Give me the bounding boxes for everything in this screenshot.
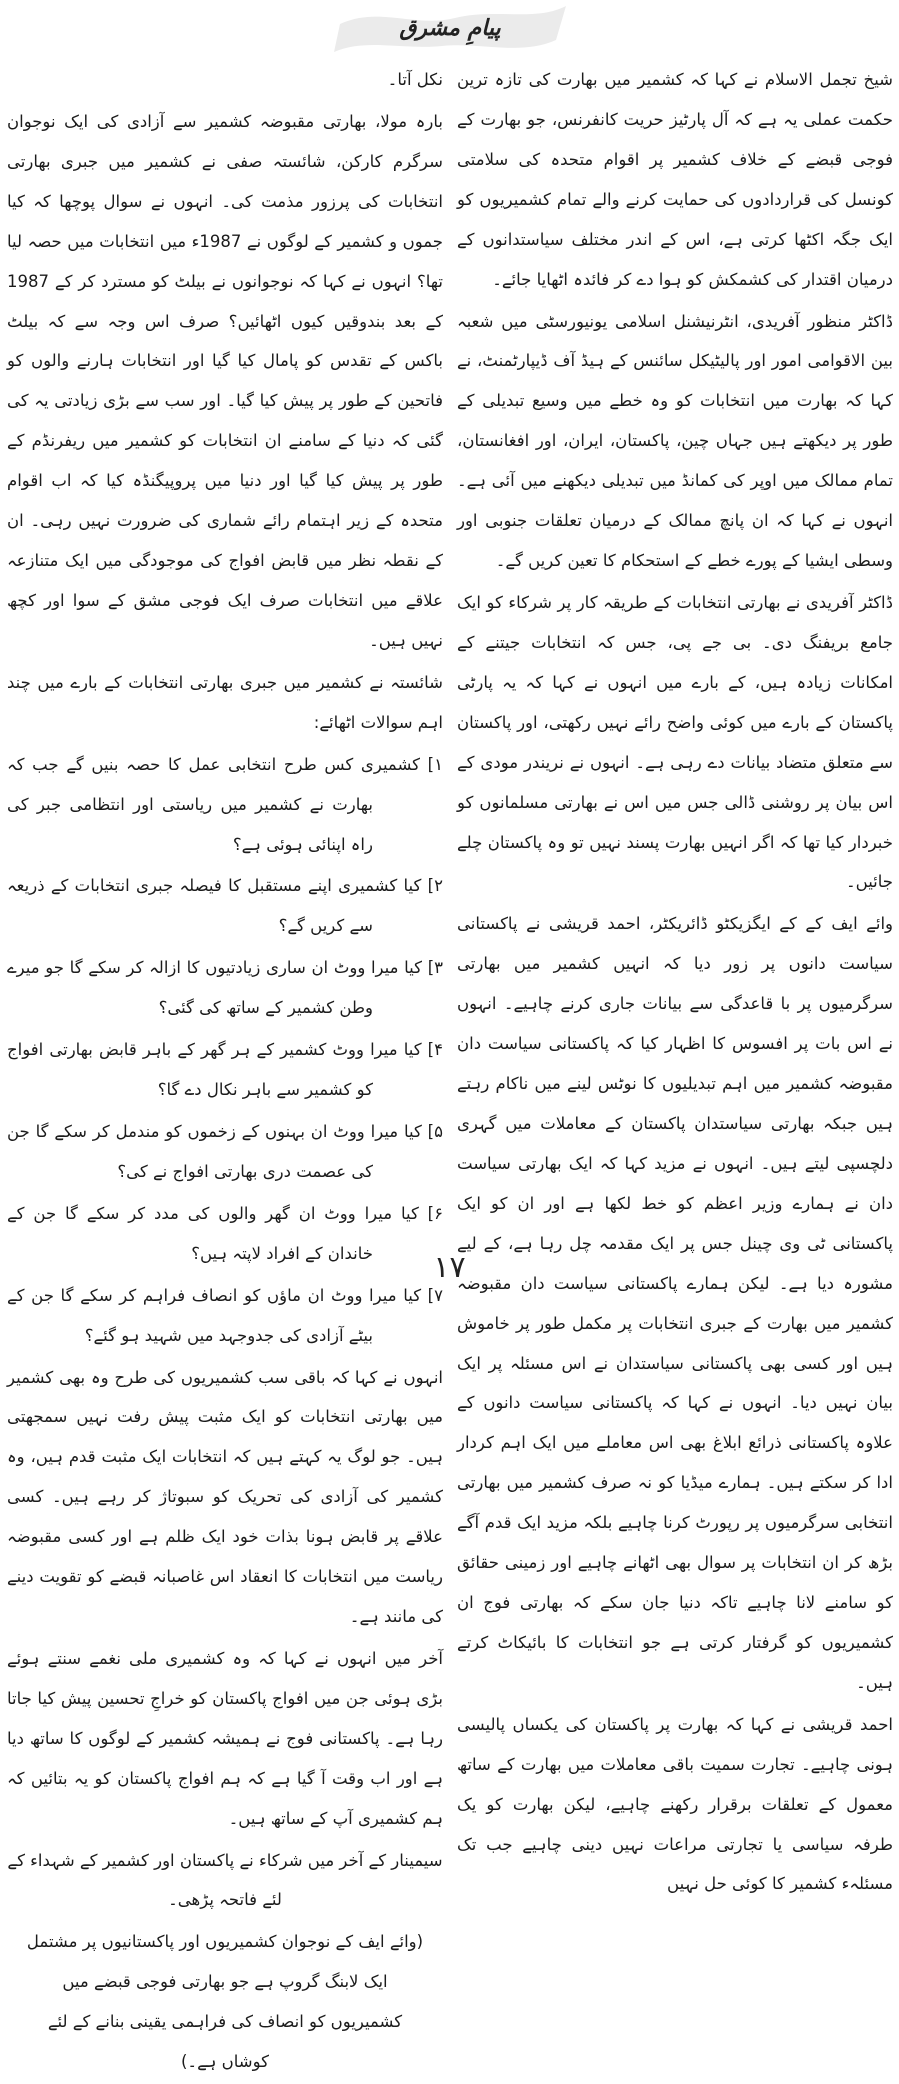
paragraph: بارہ مولا، بھارتی مقبوضہ کشمیر سے آزادی کی ایک نوجوان سرگرم کارکن، شائستہ صفی نے کشمیر میں جبری بھارتی انتخابات کی پرزور مذمت کی۔ انہوں نے سوال پوچھا کہ کیا جموں و کشمیر کے لوگوں نے 1987ء میں انتخابات میں حصہ لیا تھا؟ انہوں نے کہا کہ نوجوانوں نے بیلٹ کو مسترد کر کے 1987 کے بعد بندوقیں کیوں اٹھائیں؟ صرف اس وجہ سے کہ بیلٹ باکس کے تقدس کو پامال کیا گیا اور انتخابات ہارنے والوں کو فاتحین کے طور پر پیش کیا گیا۔ اور سب سے بڑی زیادتی یہ کی گئی کہ دنیا کے سامنے ان انتخابات کو کشمیر میں ریفرنڈم کے طور پر پیش کیا گیا اور دنیا میں پروپیگنڈہ کیا کہ اب اقوام متحدہ کے زیر اہتمام رائے شماری کی ضرورت نہیں رہی۔ ان کے نقطہ نظر میں قابض افواج کی موجودگی میں ایک متنازعہ علاقے میں انتخابات صرف ایک فوجی مشق کے سوا اور کچھ نہیں ہیں۔ <box>7 111 443 650</box>
paragraph: انہوں نے کہا کہ باقی سب کشمیریوں کی طرح وہ بھی کشمیر میں بھارتی انتخابات کو ایک مثبت پیش رفت نہیں سمجھتی ہیں۔ جو لوگ یہ کہتے ہیں کہ انتخابات ایک مثبت قدم ہیں، وہ کشمیر کی آزادی کی تحریک کو سبوتاژ کر رہے ہیں۔ کسی علاقے پر قابض ہونا بذات خود ایک ظلم ہے اور کسی مقبوضہ ریاست میں انتخابات کا انعقاد اس غاصبانہ قبضے کو تقویت دینے کی مانند ہے۔ <box>7 1367 443 1627</box>
paragraph: احمد قریشی نے کہا کہ بھارت پر پاکستان کی یکساں پالیسی ہونی چاہیے۔ تجارت سمیت باقی معاملات میں بھارت کے ساتھ معمول کے تعلقات برقرار رکھنے چاہیے، لیکن بھارت کو یک طرفہ سیاسی یا تجارتی مراعات نہیں دینی چاہیے جب تک مسئلہء کشمیر کا کوئی حل نہیں <box>457 1714 893 1894</box>
question-item-6: ۶] کیا میرا ووٹ ان گھر والوں کی مدد کر سکے گا جن کے خاندان کے افراد لاپتہ ہیں؟ <box>7 1203 443 1263</box>
question-item-7: ۷] کیا میرا ووٹ ان ماؤں کو انصاف فراہم کر سکے گا جن کے بیٹے آزادی کی جدوجہد میں شہید ہو گئے؟ <box>7 1285 443 1345</box>
page-number: ۱۷ <box>433 1250 466 1285</box>
masthead-banner-icon <box>330 2 570 58</box>
continuation-line: نکل آتا۔ <box>387 70 443 89</box>
paragraph: ڈاکٹر آفریدی نے بھارتی انتخابات کے طریقہ کار پر شرکاء کو ایک جامع بریفنگ دی۔ بی جے پی، جس کہ انتخابات جیتنے کے امکانات زیادہ ہیں، کے بارے میں انہوں نے کہا کہ یہ پارٹی پاکستان کے بارے میں کوئی واضح رائے نہیں رکھتی، اور پاکستان سے متعلق متضاد بیانات دے رہی ہے۔ انہوں نے نریندر مودی کے اس بیان پر روشنی ڈالی جس میں اس نے بھارتی مسلمانوں کو خبردار کیا تھا کہ اگر انہیں بھارت پسند نہیں تو وہ پاکستان چلے جائیں۔ <box>457 592 893 892</box>
question-item-4: ۴] کیا میرا ووٹ کشمیر کے ہر گھر کے باہر قابض بھارتی افواج کو کشمیر سے باہر نکال دے گا؟ <box>7 1040 443 1100</box>
question-item-3: ۳] کیا میرا ووٹ ان ساری زیادتیوں کا ازالہ کر سکے گا جو میرے وطن کشمیر کے ساتھ کی گئی؟ <box>7 958 443 1018</box>
question-item-1: ۱] کشمیری کس طرح انتخابی عمل کا حصہ بنیں گے جب کہ بھارت نے کشمیر میں ریاستی اور انتظامی جبر کی راہ اپنائی ہوئی ہے؟ <box>7 754 443 854</box>
column-left <box>7 60 443 2084</box>
masthead <box>0 2 899 58</box>
editorial-note: (وائے ایف کے نوجوان کشمیریوں اور پاکستانیوں پر مشتمل ایک لابنگ گروپ ہے جو بھارتی فوجی قبضے میں کشمیریوں کو انصاف کی فراہمی یقینی بنانے کے لئے کوشاں ہے۔) <box>26 1932 424 2072</box>
question-item-5: ۵] کیا میرا ووٹ ان بہنوں کے زخموں کو مندمل کر سکے گا جن کی عصمت دری بھارتی افواج نے کی؟ <box>7 1121 443 1181</box>
page-footer <box>0 1250 899 1285</box>
questions-intro: شائستہ نے کشمیر میں جبری بھارتی انتخابات کے بارے میں چند اہم سوالات اٹھائے: <box>7 672 443 732</box>
paragraph: شیخ تجمل الاسلام نے کہا کہ کشمیر میں بھارت کی تازہ ترین حکمت عملی یہ ہے کہ آل پارٹیز حریت کانفرنس، جو بھارت کے فوجی قبضے کے خلاف کشمیر پر اقوام متحدہ کی سلامتی کونسل کی قراردادوں کی حمایت کرنے والے تمام کشمیریوں کو ایک جگہ اکٹھا کرتی ہے، اس کے اندر مختلف سیاستدانوں کے درمیان اقتدار کی کشمکش کو ہوا دے کر فائدہ اٹھایا جائے۔ <box>457 70 893 289</box>
paragraph: ڈاکٹر منظور آفریدی، انٹرنیشنل اسلامی یونیورسٹی میں شعبہ بین الاقوامی امور اور پالیٹیکل سائنس کے ہیڈ آف ڈیپارٹمنٹ، نے کہا کہ بھارت میں انتخابات کو وہ خطے میں وسیع تبدیلی کے طور پر دیکھتے ہیں جہاں چین، پاکستان، ایران، اور افغانستان، تمام ممالک میں اوپر کی کمانڈ میں تبدیلی دیکھنے میں آئی ہے۔ انہوں نے کہا کہ ان پانچ ممالک کے درمیان تعلقات جنوبی اور وسطی ایشیا کے پورے خطے کے استحکام کا تعین کریں گے۔ <box>457 311 893 571</box>
paragraph: وائے ایف کے کے ایگزیکٹو ڈائریکٹر، احمد قریشی نے پاکستانی سیاست دانوں پر زور دیا کہ انہیں کشمیر میں بھارتی سرگرمیوں پر با قاعدگی سے بیانات جاری کرنے چاہیے۔ انہوں نے اس بات پر افسوس کا اظہار کیا کہ پاکستانی سیاست دان مقبوضہ کشمیر میں اہم تبدیلیوں کا نوٹس لینے میں ناکام رہتے ہیں جبکہ بھارتی سیاستدان پاکستان کے معاملات میں گہری دلچسپی لیتے ہیں۔ انہوں نے مزید کہا کہ ایک بھارتی سیاست دان نے ہمارے وزیر اعظم کو خط لکھا ہے اور ان کو ایک پاکستانی ٹی وی چینل جس پر ایک مقدمہ چل رہا ہے، کے لیے مشورہ دیا ہے۔ لیکن ہمارے پاکستانی سیاست دان مقبوضہ کشمیر میں بھارت کے جبری انتخابات پر مکمل طور پر خاموش ہیں اور کسی بھی پاکستانی سیاستدان نے اس مسئلہ پر ایک بیان نہیں دیا۔ انہوں نے کہا کہ پاکستانی سیاست دانوں کے علاوہ پاکستانی ذرائع ابلاغ بھی اس معاملے میں ایک اہم کردار ادا کر سکتے ہیں۔ ہمارے میڈیا کو نہ صرف کشمیر میں بھارتی انتخابی سرگرمیوں پر رپورٹ کرنا چاہیے بلکہ مزید ایک قدم آگے بڑھ کر ان انتخابات پر سوال بھی اٹھانے چاہیے اور زمینی حقائق کو سامنے لانا چاہیے تاکہ دنیا جان سکے کہ بھارتی فوج ان کشمیریوں کو گرفتار کرتی ہے جو انتخابات کا بائیکاٹ کرتے ہیں۔ <box>457 914 893 1692</box>
paragraph: آخر میں انہوں نے کہا کہ وہ کشمیری ملی نغمے سنتے ہوئے بڑی ہوئی جن میں افواج پاکستان کو خراجِ تحسین پیش کیا جاتا رہا ہے۔ پاکستانی فوج نے ہمیشہ کشمیر کے لوگوں کا ساتھ دیا ہے اور اب وقت آ گیا ہے کہ ہم افواج پاکستان کو یہ بتائیں کہ ہم کشمیری آپ کے ساتھ ہیں۔ <box>7 1648 443 1828</box>
fatiha-line: سیمینار کے آخر میں شرکاء نے پاکستان اور کشمیر کے شہداء کے لئے فاتحہ پڑھی۔ <box>7 1850 443 1910</box>
masthead-title: پیامِ مشرق <box>398 15 501 41</box>
question-item-2: ۲] کیا کشمیری اپنے مستقبل کا فیصلہ جبری انتخابات کے ذریعہ سے کریں گے؟ <box>7 876 443 936</box>
column-right <box>457 60 893 1906</box>
